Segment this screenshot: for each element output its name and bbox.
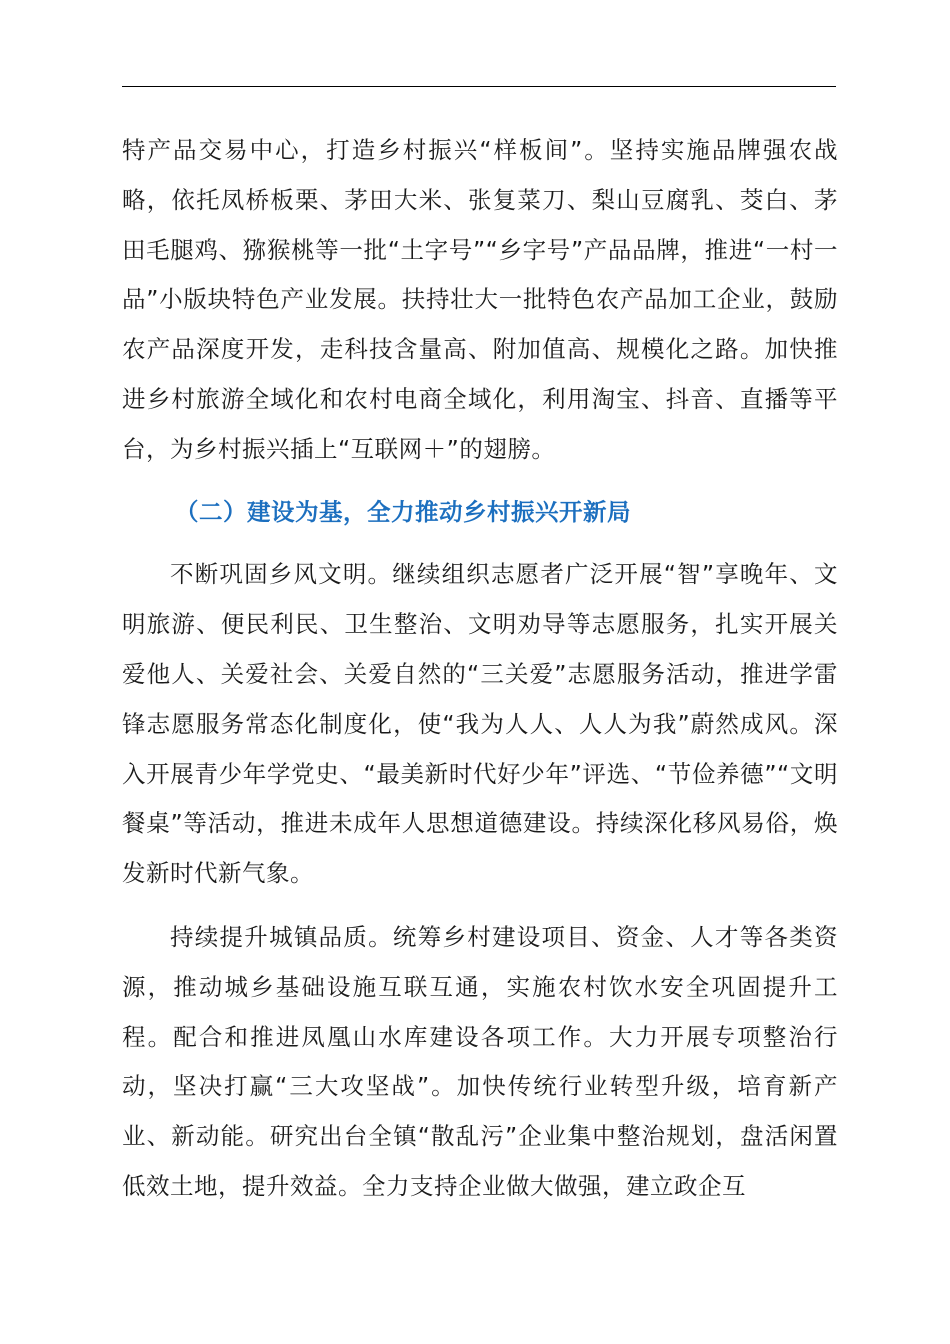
section-heading: （二）建设为基，全力推动乡村振兴开新局	[175, 497, 631, 526]
paragraph-gap	[122, 899, 838, 913]
header-rule	[122, 86, 836, 87]
paragraph-rural-civilization: 不断巩固乡风文明。继续组织志愿者广泛开展“智”享晚年、文明旅游、便民利民、卫生整治、文明劝导等志愿服务，扎实开展关爱他人、关爱社会、关爱自然的“三关爱”志愿服务活动，推进学雷锋志愿服务常态化制度化，使“我为人人、人人为我”蔚然成风。深入开展青少年学党史、“最美新时代好少年”评选、“节俭养德”“文明餐桌”等活动，推进未成年人思想道德建设。持续深化移风易俗，焕发新时代新气象。	[122, 560, 838, 888]
document-body	[122, 126, 838, 1212]
paragraph-brand-agriculture: 特产品交易中心，打造乡村振兴“样板间”。坚持实施品牌强农战略，依托凤桥板栗、茅田大米、张复菜刀、梨山豆腐乳、茭白、茅田毛腿鸡、猕猴桃等一批“土字号”“乡字号”产品品牌，推进“一村一品”小版块特色产业发展。扶持壮大一批特色农产品加工企业，鼓励农产品深度开发，走科技含量高、附加值高、规模化之路。加快推进乡村旅游全域化和农村电商全域化，利用淘宝、抖音、直播等平台，为乡村振兴插上“互联网＋”的翅膀。	[122, 136, 838, 463]
paragraph-town-quality: 持续提升城镇品质。统筹乡村建设项目、资金、人才等各类资源，推动城乡基础设施互联互通，实施农村饮水安全巩固提升工程。配合和推进凤凰山水库建设各项工作。大力开展专项整治行动，坚决打赢“三大攻坚战”。加快传统行业转型升级，培育新产业、新动能。研究出台全镇“散乱污”企业集中整治规划，盘活闲置低效土地，提升效益。全力支持企业做大做强，建立政企互	[122, 922, 838, 1200]
